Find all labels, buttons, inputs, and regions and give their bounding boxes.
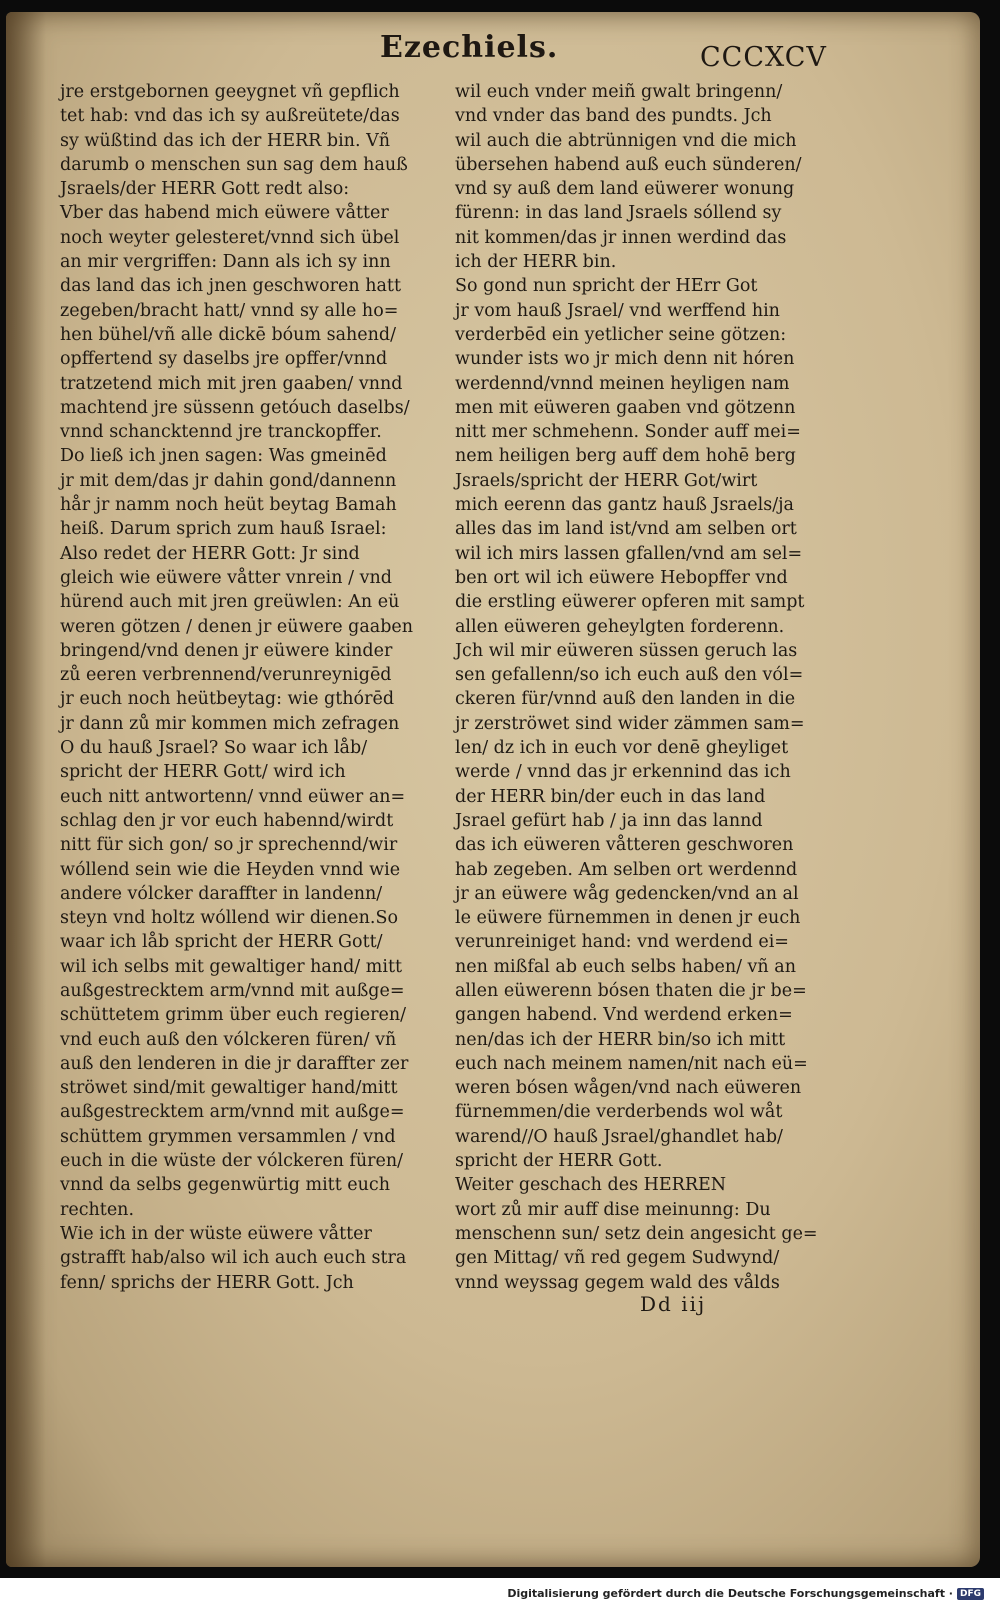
text-line: len/ dz ich in euch vor denē gheyliget xyxy=(455,738,789,759)
text-line: auß den lenderen in die jr daraffter zer xyxy=(60,1053,409,1074)
text-line: fürenn: in das land Jsraels sóllend sy xyxy=(455,203,782,224)
text-line: verunreiniget hand: vnd werdend ei= xyxy=(455,932,789,953)
text-line: wil euch vnder meiñ gwalt bringenn/ xyxy=(455,82,783,102)
text-line: O du hauß Jsrael? So waar ich låb/ xyxy=(60,738,368,759)
text-line: jr mit dem/das jr dahin gond/dannenn xyxy=(60,470,397,491)
text-line: verderbēd ein yetlicher seine götzen: xyxy=(455,324,787,345)
text-line: wil ich mirs lassen gfallen/vnd am sel= xyxy=(455,543,803,564)
text-line: werdennd/vnnd meinen heyligen nam xyxy=(455,373,790,394)
text-line: gleich wie eüwere våtter vnrein / vnd xyxy=(60,567,392,588)
text-line: nitt mer schmehenn. Sonder auff mei= xyxy=(455,422,801,443)
text-line: ben ort wil ich eüwere Hebopffer vnd xyxy=(455,567,788,588)
text-line: jre erstgebornen geeygnet vñ gepflich xyxy=(60,82,400,102)
text-line: außgestrecktem arm/vnnd mit außge= xyxy=(60,1102,405,1123)
text-line: mich eerenn das gantz hauß Jsraels/ja xyxy=(455,495,794,516)
text-line: werde / vnnd das jr erkennind das ich xyxy=(455,762,791,783)
text-line: schüttem grymmen versammlen / vnd xyxy=(60,1126,396,1147)
footer-credit xyxy=(507,1587,984,1600)
text-line: heiß. Darum sprich zum hauß Israel: xyxy=(60,519,387,540)
text-line: ckeren für/vnnd auß den landen in die xyxy=(455,689,796,710)
text-line: Jsraels/der HERR Gott redt also: xyxy=(60,179,350,200)
text-line: darumb o menschen sun sag dem hauß xyxy=(60,154,408,175)
text-line: sen gefallenn/so ich euch auß den vól= xyxy=(455,665,804,686)
text-line: wunder ists wo jr mich denn nit hóren xyxy=(455,349,795,370)
text-line: jr vom hauß Jsrael/ vnd werffend hin xyxy=(455,300,780,321)
text-line: ströwet sind/mit gewaltiger hand/mitt xyxy=(60,1078,398,1099)
text-line: übersehen habend auß euch sünderen/ xyxy=(455,154,802,175)
text-line: euch nitt antwortenn/ vnnd eüwer an= xyxy=(60,786,406,807)
text-line: Wie ich in der wüste eüwere våtter xyxy=(60,1223,372,1244)
text-line: vnd vnder das band des pundts. Jch xyxy=(455,106,772,127)
text-line: Jsraels/spricht der HERR Got/wirt xyxy=(455,470,758,491)
text-line: machtend jre süssenn getóuch daselbs/ xyxy=(60,397,410,418)
text-line: der HERR bin/der euch in das land xyxy=(455,786,766,807)
text-line: Jch wil mir eüweren süssen geruch las xyxy=(455,640,798,661)
text-line: an mir vergriffen: Dann als ich sy inn xyxy=(60,252,391,273)
page-gutter-shadow xyxy=(6,12,46,1567)
text-column-left xyxy=(60,80,435,1295)
text-line: jr an eüwere wåg gedencken/vnd an al xyxy=(455,883,799,904)
folio-number: CCCXCV xyxy=(700,42,827,73)
text-line: spricht der HERR Gott. xyxy=(455,1151,663,1172)
text-line: das ich eüweren våtteren geschworen xyxy=(455,835,794,856)
text-line: ich der HERR bin. xyxy=(455,252,617,273)
text-line: die erstling eüwerer opferen mit sampt xyxy=(455,592,805,613)
text-line: nit kommen/das jr innen werdind das xyxy=(455,227,787,248)
text-line: tratzetend mich mit jren gaaben/ vnnd xyxy=(60,373,403,394)
text-line: Do ließ ich jnen sagen: Was gmeinēd xyxy=(60,446,387,467)
text-line: hen bühel/vñ alle dickē bóum sahend/ xyxy=(60,324,397,345)
text-line: rechten. xyxy=(60,1199,135,1220)
text-line: men mit eüweren gaaben vnd götzenn xyxy=(455,397,796,418)
text-line: wort zů mir auff dise meinunng: Du xyxy=(455,1199,771,1220)
text-line: vnd sy auß dem land eüwerer wonung xyxy=(455,179,795,200)
text-line: tet hab: vnd das ich sy außreütete/das xyxy=(60,106,400,127)
text-line: Vber das habend mich eüwere våtter xyxy=(60,203,389,224)
text-line: fürnemmen/die verderbends wol wåt xyxy=(455,1102,783,1123)
text-line: jr dann zů mir kommen mich zefragen xyxy=(60,713,400,734)
text-line: andere vólcker daraffter in landenn/ xyxy=(60,883,383,904)
text-line: noch weyter gelesteret/vnnd sich übel xyxy=(60,227,400,248)
text-line: nem heiligen berg auff dem hohē berg xyxy=(455,446,796,467)
text-column-right xyxy=(455,80,830,1295)
text-line: euch nach meinem namen/nit nach eü= xyxy=(455,1053,808,1074)
text-line: vnd euch auß den vólckeren füren/ vñ xyxy=(60,1029,397,1050)
dfg-logo: DFG xyxy=(957,1588,984,1600)
text-line: vnnd da selbs gegenwürtig mitt euch xyxy=(60,1175,390,1196)
text-line: gstrafft hab/also wil ich auch euch stra xyxy=(60,1248,407,1269)
text-line: euch in die wüste der vólckeren füren/ xyxy=(60,1151,404,1172)
text-line: nen/das ich der HERR bin/so ich mitt xyxy=(455,1029,786,1050)
text-line: Also redet der HERR Gott: Jr sind xyxy=(60,543,360,564)
text-line: Jsrael gefürt hab / ja inn das lannd xyxy=(455,810,763,831)
text-line: hab zegeben. Am selben ort werdennd xyxy=(455,859,798,880)
text-line: wil auch die abtrünnigen vnd die mich xyxy=(455,130,797,151)
text-line: menschenn sun/ setz dein angesicht ge= xyxy=(455,1223,818,1244)
text-line: das land das ich jnen geschworen hatt xyxy=(60,276,401,297)
text-line: nen mißfal ab euch selbs haben/ vñ an xyxy=(455,956,796,977)
text-line: fenn/ sprichs der HERR Gott. Jch xyxy=(60,1272,354,1293)
text-line: Weiter geschach des HERREN xyxy=(455,1175,727,1196)
text-line: vnnd weyssag gegem wald des vålds xyxy=(455,1272,780,1293)
text-line: sy wüßtind das ich der HERR bin. Vñ xyxy=(60,130,390,151)
text-line: gangen habend. Vnd werdend erken= xyxy=(455,1005,793,1026)
text-line: jr euch noch heütbeytag: wie gthórēd xyxy=(60,689,395,710)
text-line: vnnd schancktennd jre tranckopffer. xyxy=(60,422,382,443)
text-line: gen Mittag/ vñ red gegem Sudwynd/ xyxy=(455,1248,780,1269)
text-line: le eüwere fürnemmen in denen jr euch xyxy=(455,908,801,929)
text-line: waar ich låb spricht der HERR Gott/ xyxy=(60,932,383,953)
text-line: steyn vnd holtz wóllend wir dienen.So xyxy=(60,908,398,929)
text-line: opffertend sy daselbs jre opffer/vnnd xyxy=(60,349,388,370)
text-line: alles das im land ist/vnd am selben ort xyxy=(455,519,797,540)
text-line: warend//O hauß Jsrael/ghandlet hab/ xyxy=(455,1126,783,1147)
text-line: jr zerströwet sind wider zämmen sam= xyxy=(455,713,805,734)
text-line: wil ich selbs mit gewaltiger hand/ mitt xyxy=(60,956,403,977)
footer-text: Digitalisierung gefördert durch die Deutsche Forschungsgemeinschaft · xyxy=(507,1587,953,1600)
text-line: schüttetem grimm über euch regieren/ xyxy=(60,1005,406,1026)
text-line: wóllend sein wie die Heyden vnnd wie xyxy=(60,859,401,880)
text-line: spricht der HERR Gott/ wird ich xyxy=(60,762,346,783)
running-head: Ezechiels. xyxy=(380,30,559,65)
text-line: weren bósen wågen/vnd nach eüweren xyxy=(455,1078,802,1099)
text-line: zegeben/bracht hatt/ vnnd sy alle ho= xyxy=(60,300,399,321)
text-line: hår jr namm noch heüt beytag Bamah xyxy=(60,495,397,516)
text-line: So gond nun spricht der HErr Got xyxy=(455,276,758,297)
text-line: allen eüwerenn bósen thaten die jr be= xyxy=(455,980,807,1001)
text-line: schlag den jr vor euch habennd/wirdt xyxy=(60,810,394,831)
text-line: nitt für sich gon/ so jr sprechennd/wir xyxy=(60,835,398,856)
signature-mark: Dd iij xyxy=(640,1292,707,1316)
text-line: weren götzen / denen jr eüwere gaaben xyxy=(60,616,414,637)
text-line: außgestrecktem arm/vnnd mit außge= xyxy=(60,980,405,1001)
text-line: bringend/vnd denen jr eüwere kinder xyxy=(60,640,393,661)
text-line: hürend auch mit jren greüwlen: An eü xyxy=(60,592,400,613)
text-line: allen eüweren geheylgten forderenn. xyxy=(455,616,785,637)
text-line: zů eeren verbrennend/verunreynigēd xyxy=(60,665,392,686)
